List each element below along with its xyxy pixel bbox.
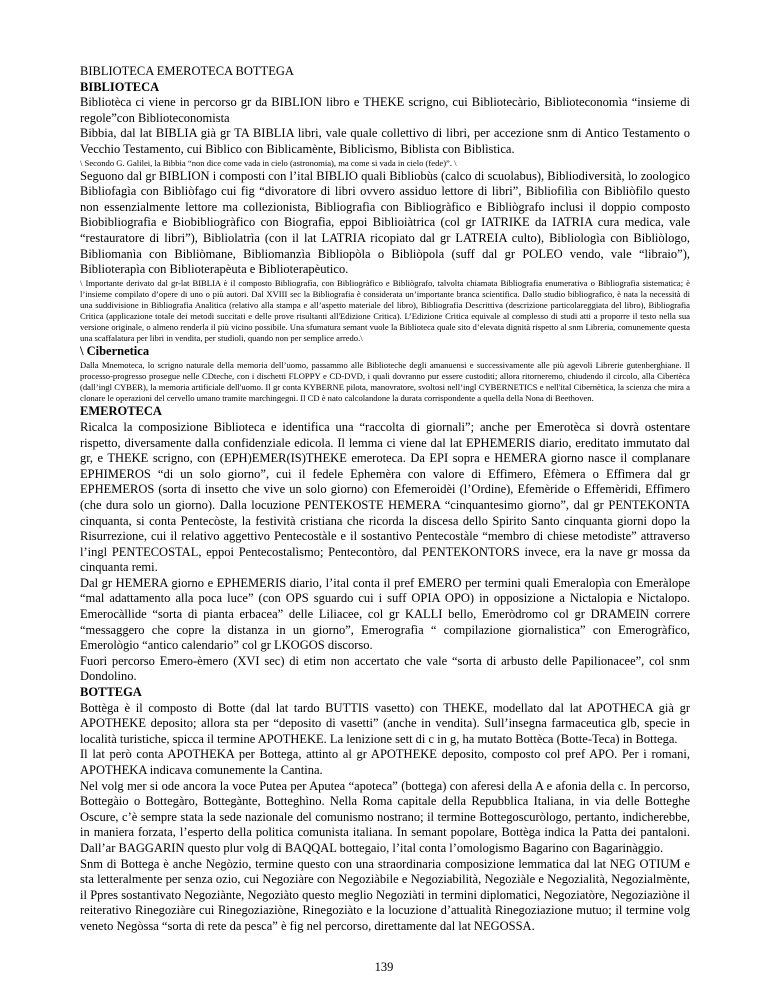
cibernetica-note: Dalla Mnemoteca, lo scrigno naturale della memoria dell’uomo, passammo alle Biblioteche degli amanuensi e successivamente alle più agevoli Librerie gutenberghiane. Il processo-progresso prosegue nelle CDteche, con i dischetti FLOPPY e CD-DVD, i quali dovranno pur essere custoditi; allora ritorneremo, chiudendo il circolo, alla Cibertèca (dall’ingl CYBER), la memoria artificiale dell'uomo. Il gr conta KYBERNE pilota, manovratore, svoltosi nell’ingl CYBERNETICS e nell'ital Cibernètica, la scienza che mira a clonare le operazioni del cervello umano tramite marchingegni. Il CD è nato calcolandone la durata corrispondente a quella della Nona di Beethoven. [80,359,690,404]
bottega-paragraph-4: Snm di Bottega è anche Negòzio, termine questo con una straordinaria composizione lemmatica dal lat NEG OTIUM e sta letteralmente per senza ozio, cui Negoziàre con Negoziàbile e Negoziabilità, Negoziàle e Negozialità, Negozialmènte, il Ppres sostantivato Negoziànte, Negoziàto questo meglio Negoziàti in termini diplomatici, Negoziatòre, Negoziaziòne il reiterativo Rinegoziàre cui Rinegoziaziòne, Rinegoziàto e la locuzione d’attualità Rinegoziazione mutuo; il termine volg veneto Negòssa “sorta di rete da pesca” è fig nel percorso, direttamente dal lat NEGOSSA. [80,856,690,933]
bottega-paragraph-1: Bottèga è il composto di Botte (dal lat tardo BUTTIS vasetto) con THEKE, modellato dal lat APOTHECA già gr APOTHEKE deposito; allora sta per “deposito di vasetti” (anche in vendita). Sull’insegna farmaceutica glb, specie in località turistiche, spicca il termine APOTHEKE. La lenizione sett di c in g, ha mutato Bottèca (Botte-Teca) in Bottega. [80,700,690,746]
heading-bottega: BOTTEGA [80,685,142,700]
page-number: 139 [374,960,394,974]
biblioteca-paragraph-3: Seguono dal gr BIBLION i composti con l’ital BIBLIO quali Bibliobùs (calco di scuolabus), Bibliodiversità, lo zoologico Bibliofagìa con Bibliòfago cui fig “divoratore di libri ovvero assiduo lettore di libri”, Bibliofilìa con Bibliòfilo questo non essenzialmente lettore ma collezionista, Bibliografìa con Bibliogràfico e Bibliògrafo inclusi il doppio composto Biobibliografìa e Biobibliogràfico con Biografìa, eppoi Biblioiàtrica (col gr IATRIKE da IATRIA cura medica, vale “restauratore di libri”), Bibliolatrìa (con il lat LATRIA ricopiato dal gr LATREIA culto), Bibliologìa con Bibliòlogo, Bibliomanìa con Bibliòmane, Bibliomanzìa Bibliopòla o Bibliòpola (suff dal gr POLEO vendo, vale “libraio”), Biblioterapìa con Biblioterapèuta e Biblioterapèutico. [80,168,690,277]
heading-biblioteca: BIBLIOTECA [80,79,160,94]
biblioteca-paragraph-2: Bibbia, dal lat BIBLIA già gr TA BIBLIA libri, vale quale collettivo di libri, per accezione snm di Antico Testamento o Vecchio Testamento, cui Bìblico con Biblicamènte, Biblicìsmo, Biblista con Biblìstica. [80,126,690,156]
emeroteca-paragraph-2: Dal gr HEMERA giorno e EPHEMERIS diario, l’ital conta il pref EMERO per termini quali Emeralopìa con Emeràlope “mal adattamento alla poca luce” (con OPS sguardo cui i suff OPIA OPO) in opposizione a Nictalopia e Nictalopo. Emerocàllide “sorta di pianta erbacea” delle Liliacee, col gr KALLI bello, Emeròdromo col gr DRAMEIN correre “messaggero che copre la distanza in un giorno”, Emerografìa “ compilazione giornalistica” con Emerogràfico, Emerològio “antico calendario” col gr LKOGOS discorso. [80,575,690,653]
emeroteca-paragraph-1: Ricalca la composizione Biblioteca e identifica una “raccolta di giornali”; anche per Emerotèca si dovrà ostentare rispetto, diversamente dalla confidenziale edicola. Il lemma ci viene dal lat EPHEMERIS diario, ereditato immutato dal gr, e THEKE scrigno, con (EPH)EMER(IS)THEKE emeroteca. Da EPI sopra e HEMERA giorno nasce il complanare EPHIMEROS “di un solo giorno”, cui il fedele Ephemèra con valore di Effìmero, Efèmera o Effìmera dal gr EPHEMEROS (sorta di insetto che vive un solo giorno) con Efemeroidèi (l’Ordine), Efemèride o Effemèridi, Effìmero (che dura solo un giorno). Dalla locuzione PENTEKOSTE HEMERA “cinquantesimo giorno”, dal gr PENTEKONTA cinquanta, si conta Pentecòste, la festività cristiana che ricorda la discesa dello Spirito Santo cinquanta giorni dopo la Risurrezione, cui il relativo aggettivo Pentecostàle e il sostantivo Pentecostàle “membro di chiese metodiste” attraverso l’ingl PENTECOSTAL, eppoi Pentecostalìsmo; Pentecontòro, dal PENTEKONTORS invece, era la nave gr mossa da cinquanta remi. [80,419,690,575]
heading-cibernetica: \ Cibernetica [80,344,150,359]
biblioteca-note-2: \ Importante derivato dal gr-lat BIBLIA è il composto Bibliografìa, con Bibliogràfico e Bibliògrafo, talvolta chiamata Bibliografia enumerativa o Bibliografia sistematica; è l’insieme compilato d’opere di uno o più autori. Dal XVIII sec la Bibliografia è considerata un’importante branca scientifica. Dallo studio bibliografico, è nata la necessità di una suddivisione in Bibliografia Analitica (relativo alla stampa e all’aspetto materiale del libro), Bibliografia Descrittiva (descrizione particolareggiata del libro), Bibliografia Critica (applicazione totale dei metodi succitati e delle prove risultanti all'Edizione Critica). L’Edizione Critica equivale al complesso di studi atti a proporre il testo nella sua versione originale, o almeno renderla il più vicino possibile. Una sfumatura semant vuole la Biblioteca quale sito d’elevata dignità rispetto al snm Libreria, comunemente questa una scaffalatura per libri in vendita, per studioli, quando non per semplice arredo.\ [80,277,690,344]
biblioteca-note-1: \ Secondo G. Galilei, la Bibbia “non dice come vada in cielo (astronomia), ma come si vada in cielo (fede)”. \ [80,157,457,168]
document-title: BIBLIOTECA EMEROTECA BOTTEGA [80,64,294,78]
emeroteca-paragraph-3: Fuori percorso Emero-èmero (XVI sec) di etim non accertato che vale “sorta di arbusto delle Papilionacee”, col snm Dondolino. [80,653,690,684]
heading-emeroteca: EMEROTECA [80,404,162,419]
bottega-paragraph-2: Il lat però conta APOTHEKA per Bottega, attinto al gr APOTHEKE deposito, composto col pref APO. Per i romani, APOTHEKA indicava comunemente la Cantina. [80,747,690,777]
biblioteca-paragraph-1: Bibliotèca ci viene in percorso gr da BIBLION libro e THEKE scrigno, cui Bibliotecàrio, Biblioteconomìa “insieme di regole”con Biblioteconomista [80,95,690,125]
bottega-paragraph-3: Nel volg mer si ode ancora la voce Putea per Aputea “apoteca” (bottega) con aferesi della A e afonia della c. In percorso, Bottegàio o Bottegàro, Bottegànte, Botteghìno. Nella Roma capitale della Repubblica Italiana, in via delle Botteghe Oscure, c’è sempre stata la sede nazionale del comunismo nostrano; il termine Bottegoscuròlogo, pertanto, indicherebbe, in maniera forzata, l’esperto della politica comunista italiana. In semant popolare, Bottèga indica la Patta dei pantaloni. Dall’ar BAGGARIN questo plur volg di BAQQAL bottegaio, l’ital conta l’omologismo Bagarino con Bagarinàggio. [80,778,690,855]
